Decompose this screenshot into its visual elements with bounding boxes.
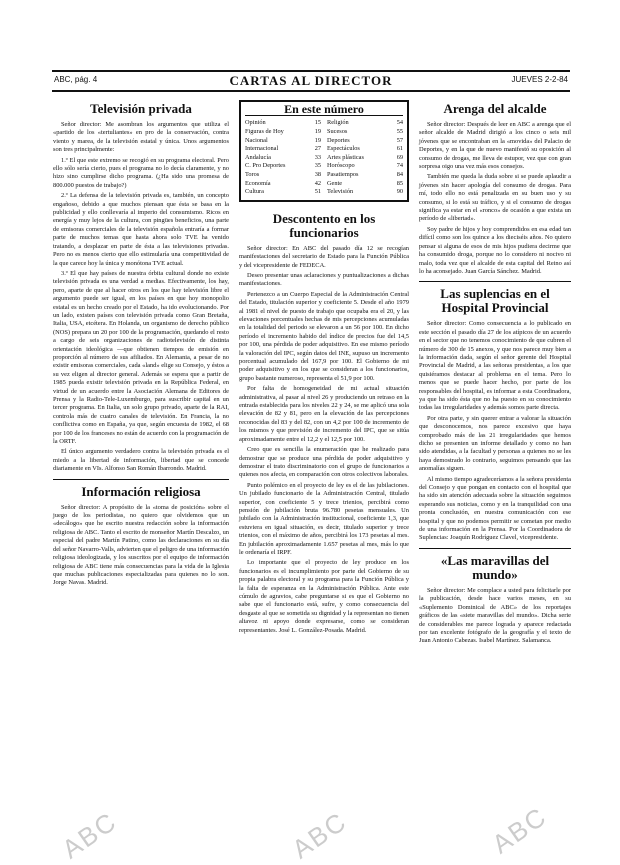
letter-paragraph: Señor director: Me asombran los argumentos que utiliza el «partido de los «tertuliantes» en pro de la conservación, contra viento y marea, de la televisión estatal y única. Unos argumentos son tres principalmente:: [53, 121, 229, 154]
index-entry[interactable]: Internacional 27: [245, 145, 321, 153]
index-entry[interactable]: Pasatiempos 84: [327, 170, 403, 178]
index-grid: [245, 119, 403, 196]
letter-paragraph: El único argumento verdadero contra la televisión privada es el miedo a la libertad de información, libertad que se concede diariamente en VIs. Alfonso San Román Ibarrondo. Madrid.: [53, 448, 229, 473]
index-entry[interactable]: Horóscopo 74: [327, 162, 403, 170]
letter-paragraph: 3.º El que hay países de nuestra órbita cultural donde no existe televisión privada es una verdad a medias. Efectivamente, los hay, pero, aparte de que al hacer otros en los que hay televisión libre el argumento puede ser igual, en los países en que hoy monopolio estatal es un hecho creado por el Estado, ha ido evolucionando. Por un lado, existen países con televisión privada como Gran Bretaña, Italia, USA, etcétera. En Holanda, un organismo de derecho público (NOS) prepara un 20 por 100 de la programación, quedando el resto a cargo de seis organizaciones de radiotelevisión de distinta orientación ideológica —que obtienen tiempos de emisión en proporción al número de sus afiliados. En Alemania, a pesar de no existir emisoras comerciales, cada «land» elige su Consejo, y éstos a su vez eligen al director general. Además se espera que a partir de 1985 pueda existir televisión privada en la República Federal, en virtud de un acuerdo entre la Asociación Alemana de Editores de Prensa y la Radio-Tele-Luxemburgo, para suscribir capital en un tercer programa. En Italia, un solo grupo privado, aparte de la RAI, controla más de cuatro canales de televisión. En Francia, la no conflictiva como en España, ya que, según encuesta de 1982, el 68 por 100 de los franceses no están de acuerdo con la programación de la ORTF.: [53, 269, 229, 446]
letter-paragraph: Por falta de homogeneidad de mi actual situación administrativa, al pasar al nivel 26 y produciendo un retraso en la entrada establecida para los niveles 22 y 24, se me aplicó una sola elevación de 82 y 81, pero en la elevación de las percepciones reconocidas del 83 y del 82, con un 4,2 por 100 de incremento de los mismos y que previsión de incremento del IPC, que se sitúa aproximadamente entre el 12,2 y el 12,5 por 100.: [239, 385, 409, 443]
index-title: En este número: [245, 105, 403, 116]
header-date: JUEVES 2-2-84: [511, 75, 568, 84]
letter-title-funcionarios: Descontento en los funcionarios: [272, 210, 376, 240]
letter-paragraph: Señor director: En ABC del pasado día 12 se recogían manifestaciones del secretario de Estado para la Función Pública y del vicepresidente de FEDECA.: [239, 244, 409, 269]
letter-paragraph: Por otra parte, y sin querer entrar a valorar la situación que desconocemos, nos parece excesivo que haya comprobado más de las 21 irregularidades que hemos dicho se presenten un informe detallado y como no han sido atendidas, a la facultad y personas a quienes no se les haya demostrado lo contrario, seguimos pensando que las anomalías siguen.: [419, 414, 571, 473]
index-entry[interactable]: Sucesos 55: [327, 128, 403, 135]
index-entry[interactable]: Cultura 51: [245, 188, 321, 196]
index-entry[interactable]: Religión 54: [327, 119, 403, 127]
section-title: CARTAS AL DIRECTOR: [229, 73, 393, 88]
index-entry[interactable]: Espectáculos 61: [327, 145, 403, 153]
abc-watermark: ABC: [486, 800, 553, 860]
index-box: [239, 100, 409, 202]
index-entry[interactable]: Gente 85: [327, 179, 403, 187]
letter-paragraph: Señor director: Después de leer en ABC a arenga que el señor alcalde de Madrid dirigió a los cinco o seis mil jóvenes que se encontraban en la «movida» del Palacio de Deportes, y en la que de nuevo manifestó su oposición al consumo de drogas, me lleva de estupor, vez que con gran sorpresa oigo una vez más esos consejos.: [419, 121, 571, 171]
index-entry[interactable]: C. Pro Deportes 35: [245, 162, 321, 170]
index-column-right: [327, 119, 403, 196]
header-page-number: ABC, pág. 4: [54, 75, 98, 84]
column-middle: [239, 100, 409, 637]
index-entry[interactable]: Andalucía 33: [245, 153, 321, 161]
index-entry[interactable]: Opinión 15: [245, 119, 321, 127]
letter-paragraph: Punto polémico en el proyecto de ley es el de las jubilaciones. Un jubilado funcionario de la Administración Central, titulado superior, con coeficiente 5 y trece trienios, percibirá como pensión de jubilación bruta 96.780 pesetas mensuales. Un jubilado con la Administración institucional, coeficiente 1,3, que estuviera en igual situación, es decir, titulado superior y trece trienios, con el máximo de años, percibirá los 173 pesetas al mes. En jubilación aproximadamente 1.657 pesetas al mes, más lo que le ordenaría el IRPF.: [239, 481, 409, 556]
abc-watermark: ABC: [286, 805, 353, 865]
letter-paragraph: Lo importante que el proyecto de ley produce en los funcionarios es el incumplimiento por parte del Gobierno de su propia palabra electoral y su programa para la Función Pública y la falta de esperanza en la Administración Pública. Ante este cúmulo de agravios, cabe preguntarse si es que el Gobierno no sabe que el funcionario está, sufre, y como consecuencia del desgaste al que se sometida su dignidad y la representan no tienen altavoz ni apoyo donde expresarse, como se consideran representantes. José L. González-Posada. Madrid.: [239, 559, 409, 634]
page-header: [52, 70, 570, 92]
letter-title-religion: Información religiosa: [81, 483, 201, 499]
letter-paragraph: Señor director: Como consecuencia a lo publicado en este sección el pasado día 27 de los atípicos de un acuerdo en el sector que no tenemos conocimiento de que cubren el número de 300 de 15 anexos, y que nos parece muy bien a la información dada, según el señor gerente del Hospital Provincial de Madrid, a las señoras presidentas, a los que quisiéramos destacar al problema en el tema. Pero lo menos que se puede hacer hecho, por parte de los responsables del hospital, es informar a esta Coordinadora, ya que ha sido ésta que no ha puesto en su conocimiento todas las irregularidades y además somos parte directa.: [419, 320, 571, 412]
column-left: [53, 100, 229, 590]
index-entry[interactable]: Televisión 90: [327, 188, 403, 196]
letter-title-suplencias: Las suplencias en el Hospital Provincial: [440, 286, 550, 316]
letter-paragraph: También me queda la duda sobre si se puede aplaudir a jóvenes sin hacer apología del consumo de drogas. Para mí, todo ello no está penalizada en su buen uso y su consumo, si lo está su tráfico, y si el consumo de drogas significa ya estar en el «ronco» de ocasión a que exista un período de «libertad».: [419, 173, 571, 223]
divider: [419, 548, 571, 549]
letter-title-arenga: Arenga del alcalde: [443, 101, 547, 116]
letter-paragraph: Señor director: Me complace a usted para felicitarle por la publicación, desde hace varios meses, en su «Suplemento Dominical de ABC» de los reportajes gráficos de las «siete maravillas del mundo». Dicha serie de considerables me parece lograda y aparece redactada por tan excelente fotógrafo de la geografía y el texto de Juan Antonio Cabezas. Isabel Martínez. Salamanca.: [419, 586, 571, 645]
index-entry[interactable]: Deportes 57: [327, 136, 403, 144]
letter-paragraph: Pertenezco a un Cuerpo Especial de la Administración Central del Estado, titulación superior y coeficiente 5. Desde el año 1979 al 1981 el nivel de puesto de trabajo que ocupaba era el 20, y las elevaciones porcentuales hechas de mis percepciones acumuladas en la totalidad del periodo se elevaron a un 56 por 100. En dicho período el incremento habido del índice de precios fue del 14,5 por 100, una pérdida de poder adquisitivo. En ese mismo período la valoración del IPC, según datos del INE, supuso un incremento porcentual acumulado del 167,9 por 100. El Gobierno de mi poder adquisitivo y en los que se consideran a los funcionarios, grupo bastante numeroso, representa el 51,9 por 100.: [239, 290, 409, 382]
column-right: [419, 100, 571, 648]
letter-paragraph: 2.º La defensa de la televisión privada es, también, un concepto engañoso, debido a que muchos piensan que ésta se basa en la publicidad y ello conllevaría al imperio del consumismo. Ricos en energía y muy lejos de la cultura, con pingües beneficios, una parte de emisoras comerciales de la televisión española entraría a formar parte de muchos temas que hasta ahora solo TVE ha venido tratando, a desplazar en parte de ésta a las televisiones privadas. Pero no es menos cierto que ello estimularía una competitividad de la que carece hoy la única y monótona TVE actual.: [53, 192, 229, 267]
letter-paragraph: Deseo presentar unas aclaraciones y puntualizaciones a dichas manifestaciones.: [239, 271, 409, 288]
divider: [419, 281, 571, 282]
abc-watermark: ABC: [56, 805, 123, 865]
letter-paragraph: Al mismo tiempo agradeceríamos a la señora presidenta del Consejo y que pongan en contacto con el hospital que ha sido sin atención adecuada sobre la situación seguimos esperando sus noticias, como y en la tranquilidad con una pronta conclusión, en nuestra comunicación con ese hospital y que no podemos permitir se cometan por medio de una información en la Prensa. Por la Coordinadora de Suplencias: Joaquín Rodríguez Clavel, vicepresidente.: [419, 475, 571, 542]
index-entry[interactable]: Nacional 19: [245, 136, 321, 144]
letter-paragraph: Creo que es sencilla la enumeración que he realizado para demostrar que se produce una pérdida de poder adquisitivo y demostrar el trato discriminatorio con el grupo de funcionarios a quienes nos afecta, en comparación con otros colectivos laborales.: [239, 446, 409, 479]
index-entry[interactable]: Artes plásticas 69: [327, 153, 403, 161]
divider: [53, 479, 229, 480]
letter-paragraph: 1.º El que este extremo se recogió en su programa electoral. Pero ello sólo sería cierto, pues el programa no lo decía claramente, y no hizo sino cumplirse dicho programa. (¿Ha sido una promesa de 800.000 puestos de trabajo?): [53, 156, 229, 189]
letter-paragraph: Señor director: A propósito de la «toma de posición» sobre el juego de los periodistas, no quiero que olvidemos que un «decálogo» que he escrito nuestra redacción sobre la información religiosa de ABC. Tanto el escrito de monseñor Martín Descalzo, un especial del padre Martín Patino, como las declaraciones en su día del señor Navarro-Valls, advierten que el peligro de una información religiosa ideologizada, y los suscritos por el equipo de información religiosa de ABC tiene más consecuencias para la vida de la Iglesia que muchas publicaciones especializadas para quienes no lo son. Jorge Navas. Madrid.: [53, 503, 229, 587]
index-entry[interactable]: Economía 42: [245, 179, 321, 187]
index-entry[interactable]: Figuras de Hoy 19: [245, 128, 321, 135]
letter-title-maravillas: «Las maravillas del mundo»: [440, 552, 550, 582]
letter-paragraph: Soy padre de hijos y hoy comprendidos en esa edad tan difícil como son los quince a los dieciséis años. No quiero pensar si alguna de esos de mis hijos pudiera decirme que ha consumido droga, porque no lo considero ni nocivo ni malo, toda vez que el alcalde de esta capital del Reino así lo ha aconsejado. Juan García Sánchez. Madrid.: [419, 225, 571, 275]
index-column-left: [245, 119, 321, 196]
letter-title-television: Televisión privada: [90, 101, 192, 116]
index-entry[interactable]: Toros 38: [245, 170, 321, 178]
